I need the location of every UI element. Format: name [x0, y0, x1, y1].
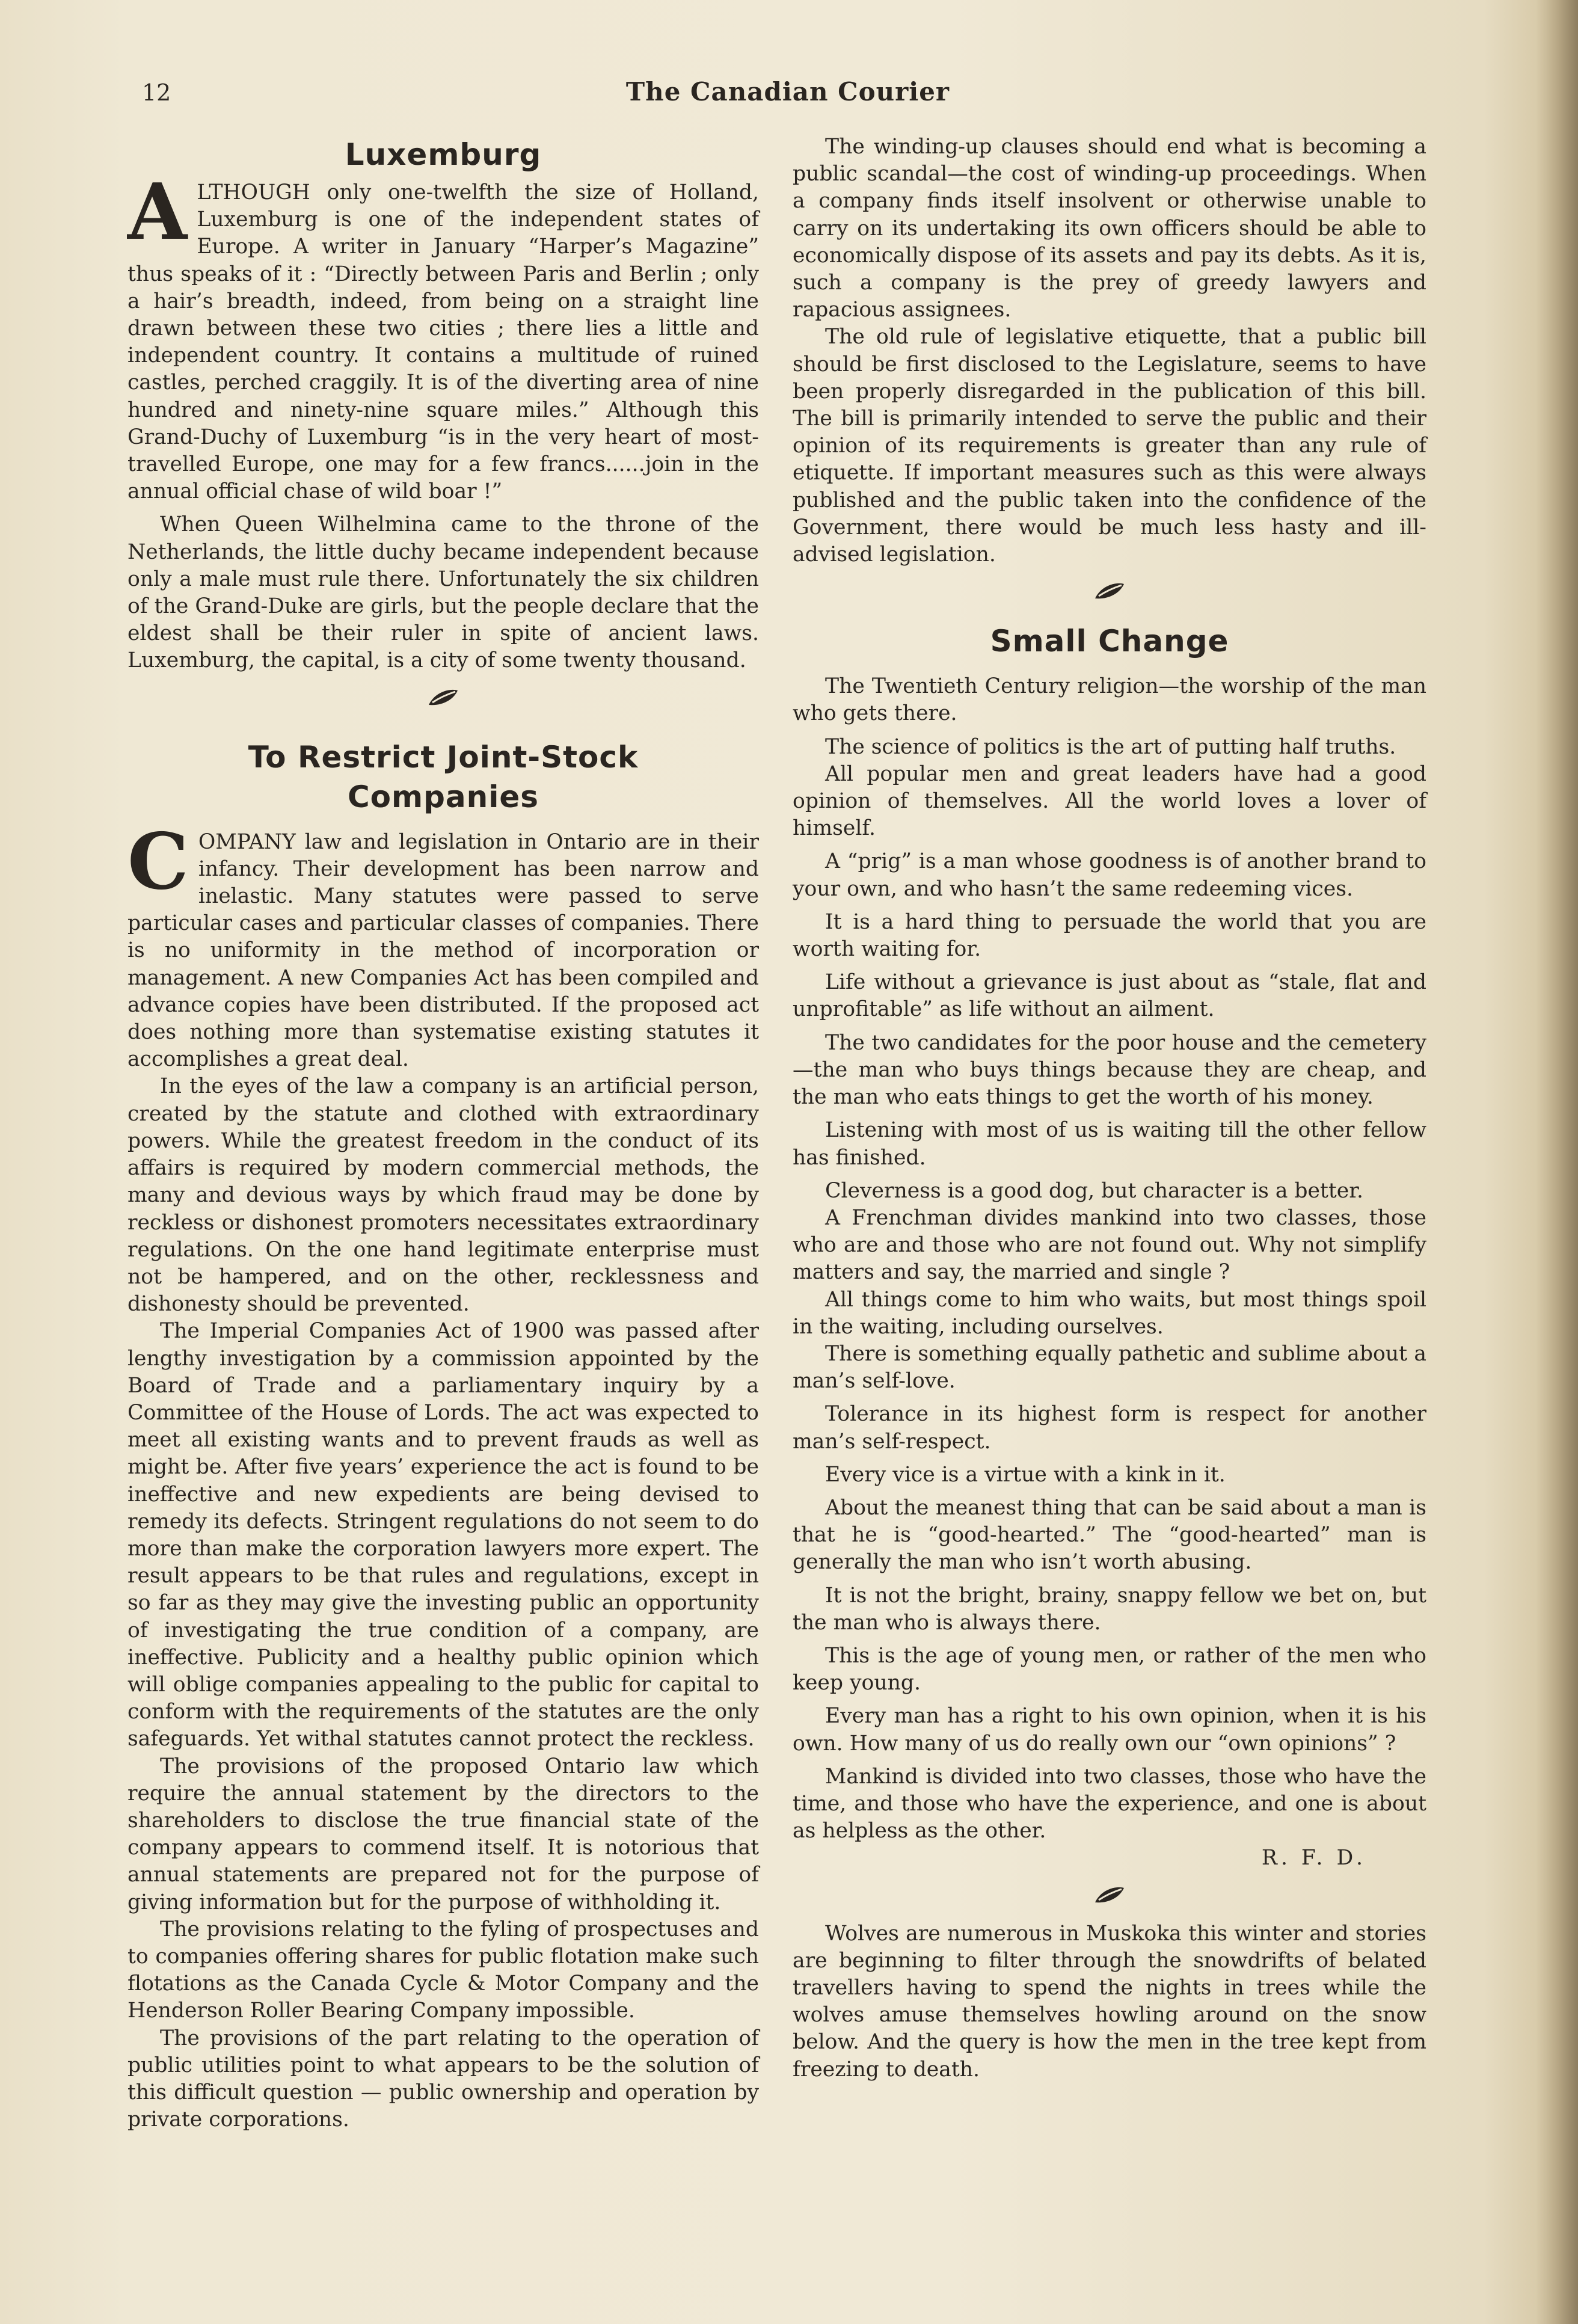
- section-ornament: [793, 579, 1426, 613]
- list-item: It is not the bright, brainy, snappy fellow we bet on, but the man who is always there.: [793, 1583, 1426, 1635]
- list-item: Cleverness is a good dog, but character is a better.: [825, 1178, 1363, 1203]
- signature: R. F. D.: [1261, 1846, 1366, 1871]
- joint-stock-heading-line-1: To Restrict Joint-Stock: [248, 739, 639, 775]
- page-number: 12: [142, 79, 171, 106]
- list-item: The Twentieth Century religion—the worship of the man who gets there.: [793, 674, 1426, 726]
- joint-stock-heading: [127, 737, 759, 817]
- small-change-list: [793, 673, 1426, 1872]
- luxembourg-heading: Luxemburg: [345, 137, 542, 172]
- list-item: Tolerance in its highest form is respect for another man’s self-respect.: [793, 1402, 1426, 1454]
- joint-stock-dropcap: C: [127, 816, 189, 907]
- luxembourg-paragraph-1: [127, 167, 759, 505]
- joint-stock-paragraph-4: The provisions of the proposed Ontario law which require the annual statement by the directors to the shareholders to disclose the true financial state of the company appears to commend itself. It is notorious that annual statements are prepared not for the purpose of giving information but for the purpose of withholding it.: [127, 1754, 759, 1914]
- leaf-ornament-icon: [425, 686, 461, 710]
- joint-stock-heading-line-2: Companies: [347, 779, 539, 814]
- wolves-paragraph: Wolves are numerous in Muskoka this winter and stories are beginning to filter through the snowdrifts of belated travellers having to spend the nights in trees while the wolves amuse themselves howling around on the snow below. And the query is how the men in the tree kept from freezing to death.: [793, 1921, 1426, 2082]
- list-item: The science of politics is the art of putting half truths.: [825, 734, 1396, 759]
- section-ornament: [793, 1883, 1426, 1917]
- joint-stock-paragraph-8: The old rule of legislative etiquette, that a public bill should be first disclosed to the Legislature, seems to have been properly disregarded in the publication of this bill. The bill is primarily intended to serve the public and their opinion of its requirements is greater than any rule of etiquette. If important measures such as this were always published and the public taken into the confidence of the Government, there would be much less hasty and ill-advised legislation.: [793, 325, 1426, 567]
- running-head: The Canadian Courier: [625, 77, 950, 106]
- list-item: Life without a grievance is just about as “stale, flat and unprofitable” as life without an ailment.: [793, 970, 1426, 1022]
- small-change-heading: Small Change: [990, 624, 1229, 659]
- joint-stock-paragraph-1: [127, 816, 759, 1074]
- luxembourg-paragraph-2: When Queen Wilhelmina came to the throne of the Netherlands, the little duchy became independent because only a male must rule there. Unfortunately the six children of the Grand-Duke are girls, but the people declare that the eldest shall be their ruler in spite of ancient laws. Luxemburg, the capital, is a city of some twenty thousand.: [127, 512, 759, 673]
- list-item: A “prig” is a man whose goodness is of another brand to your own, and who hasn’t the same redeeming vices.: [793, 849, 1426, 901]
- left-column: [127, 134, 759, 2133]
- luxembourg-dropcap: A: [127, 167, 188, 257]
- joint-stock-paragraph-7: The winding-up clauses should end what is becoming a public scandal—the cost of winding-up proceedings. When a company finds itself insolvent or otherwise unable to carry on its undertaking its own officers should be able to economically dispose of its assets and pay its debts. As it is, such a company is the prey of greedy lawyers and rapacious assignees.: [793, 135, 1426, 322]
- list-item: Every man has a right to his own opinion, when it is his own. How many of us do really own our “own opinions” ?: [793, 1704, 1426, 1756]
- luxembourg-text-1: LTHOUGH only one-twelfth the size of Holland, Luxemburg is one of the independent states of Europe. A writer in January “Harper’s Magazine” thus speaks of it : “Directly between Paris and Berlin ; only a hair’s breadth, indeed, from being on a straight line drawn between these two cities ; there lies a little and independent country. It contains a multitude of ruined castles, perched craggily. It is of the diverting area of nine hundred and ninety-nine square miles.” Although this Grand-Duchy of Luxemburg “is in the very heart of most-travelled Europe, one may for a few francs......join in the annual official chase of wild boar !”: [127, 180, 759, 504]
- page-edge-shadow: [1536, 0, 1578, 2324]
- list-item: Mankind is divided into two classes, those who have the time, and those who have the experience, and one is about as helpless as the other.: [793, 1764, 1426, 1843]
- leaf-ornament-icon: [1091, 579, 1128, 603]
- list-item: Listening with most of us is waiting till the other fellow has finished.: [793, 1118, 1426, 1170]
- section-ornament: [127, 686, 759, 719]
- joint-stock-paragraph-5: The provisions relating to the fyling of prospectuses and to companies offering shares for public flotation make such flotations as the Canada Cycle & Motor Company and the Henderson Roller Bearing Company impossible.: [127, 1917, 759, 2023]
- leaf-ornament-icon: [1091, 1883, 1128, 1907]
- list-item: It is a hard thing to persuade the world that you are worth waiting for.: [793, 909, 1426, 962]
- list-item: The two candidates for the poor house and the cemetery—the man who buys things because they are cheap, and the man who eats things to get the worth of his money.: [793, 1030, 1426, 1110]
- list-item: All things come to him who waits, but most things spoil in the waiting, including ourselves.: [793, 1287, 1426, 1339]
- list-item: There is something equally pathetic and sublime about a man’s self-love.: [793, 1341, 1426, 1394]
- joint-stock-text-1: OMPANY law and legislation in Ontario are in their infancy. Their development has been narrow and inelastic. Many statutes were passed to serve particular cases and particular classes of companies. There is no uniformity in the method of incorporation or management. A new Companies Act has been compiled and advance copies have been distributed. If the proposed act does nothing more than systematise existing statutes it accomplishes a great deal.: [127, 829, 759, 1072]
- right-column: [793, 134, 1426, 2083]
- list-item: This is the age of young men, or rather of the men who keep young.: [793, 1643, 1426, 1695]
- list-item: All popular men and great leaders have had a good opinion of themselves. All the world loves a lover of himself.: [793, 761, 1426, 841]
- joint-stock-paragraph-3: The Imperial Companies Act of 1900 was passed after lengthy investigation by a commission appointed by the Board of Trade and a parliamentary inquiry by a Committee of the House of Lords. The act was expected to meet all existing wants and to prevent frauds as well as might be. After five years’ experience the act is found to be ineffective and new expedients are being devised to remedy its defects. Stringent regulations do not seem to do more than make the corporation lawyers more expert. The result appears to be that rules and regulations, except in so far as they may give the investing public an opportunity of investigating the true condition of a company, are ineffective. Publicity and a healthy public opinion which will oblige companies appealing to the public for capital to conform with the requirements of the statutes are the only safeguards. Yet withal statutes cannot protect the reckless.: [127, 1319, 759, 1751]
- list-item: About the meanest thing that can be said about a man is that he is “good-hearted.” The “good-hearted” man is generally the man who isn’t worth abusing.: [793, 1495, 1426, 1575]
- list-item: Every vice is a virtue with a kink in it.: [825, 1462, 1226, 1487]
- joint-stock-paragraph-6: The provisions of the part relating to the operation of public utilities point to what appears to be the solution of this difficult question — public ownership and operation by private corporations.: [127, 2026, 759, 2132]
- joint-stock-paragraph-2: In the eyes of the law a company is an artificial person, created by the statute and clothed with extraordinary powers. While the greatest freedom in the conduct of its affairs is required by modern commercial methods, the many and devious ways by which fraud may be done by reckless or dishonest promoters necessitates extraordinary regulations. On the one hand legitimate enterprise must not be hampered, and on the other, recklessness and dishonesty should be prevented.: [127, 1074, 759, 1317]
- list-item: A Frenchman divides mankind into two classes, those who are and those who are not found out. Why not simplify matters and say, the married and single ?: [793, 1205, 1426, 1285]
